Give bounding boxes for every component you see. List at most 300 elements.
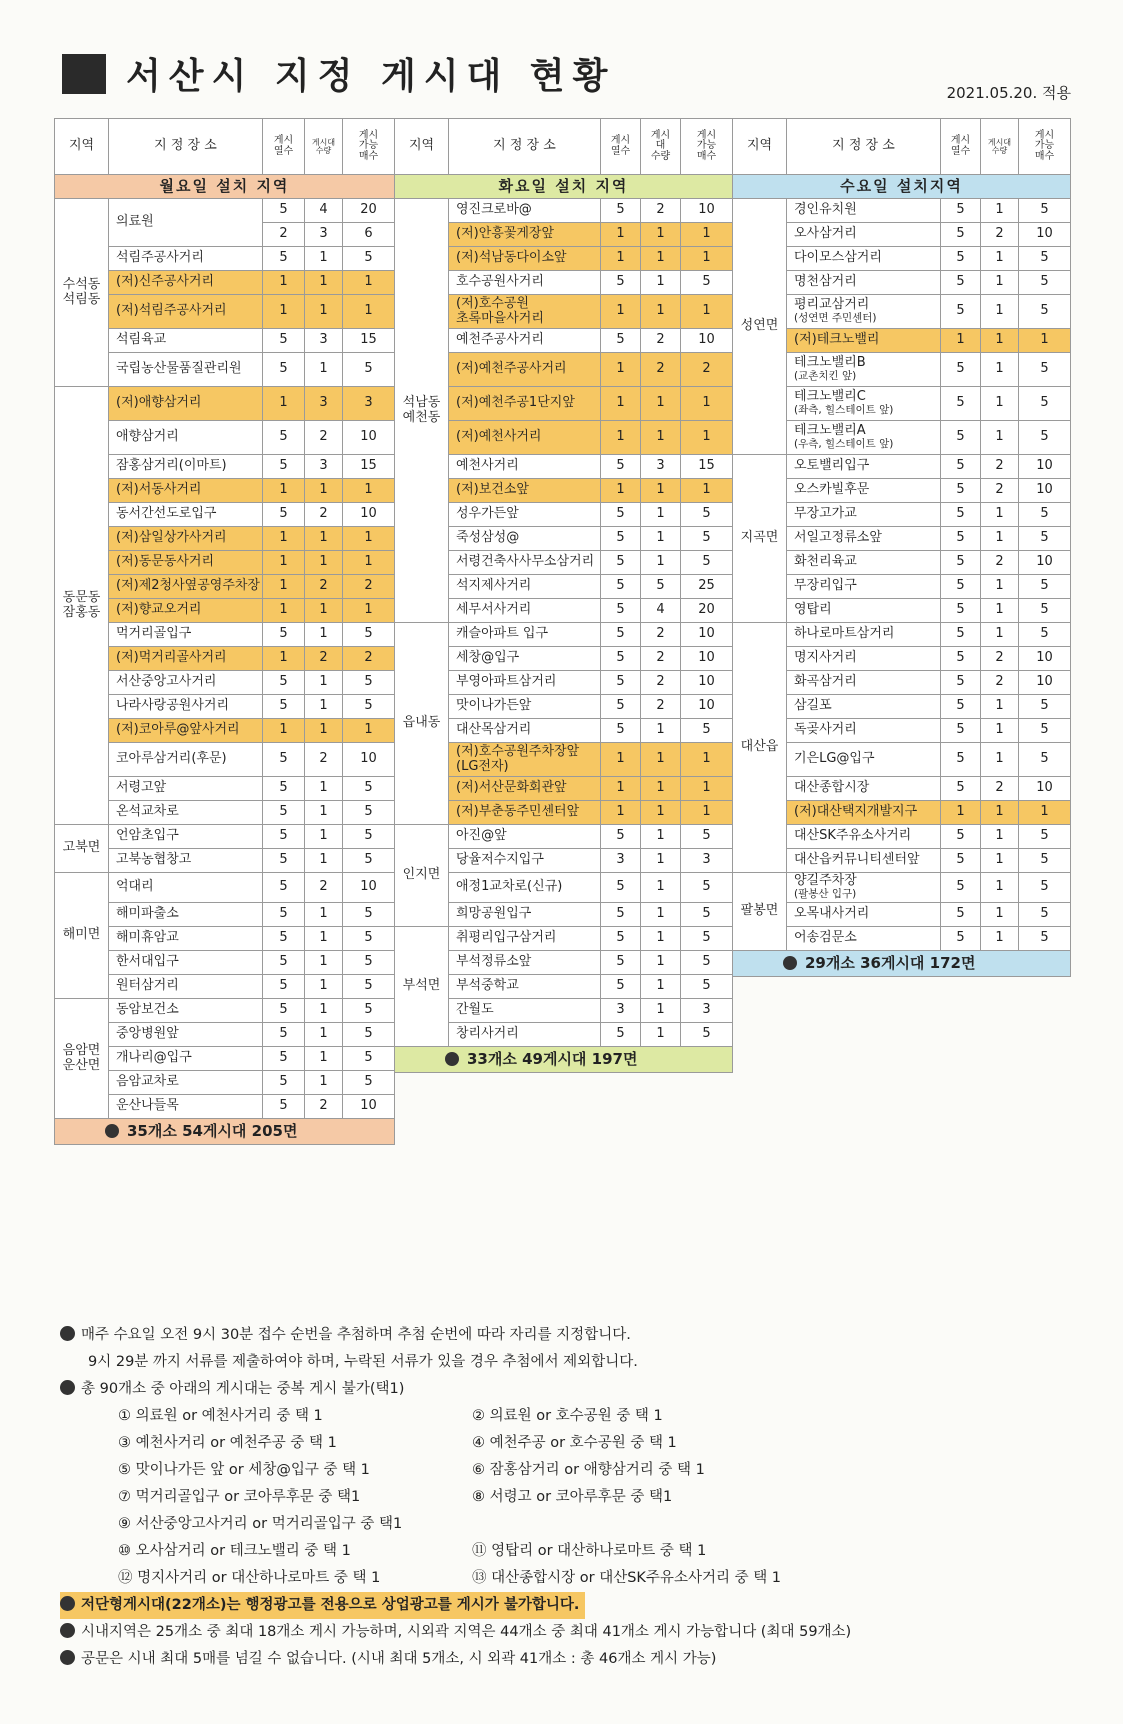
cell-cols: 1 <box>601 223 641 247</box>
place-line-1: 테크노밸리A <box>794 423 866 439</box>
cell-pages: 10 <box>681 329 733 353</box>
cell-cols: 5 <box>941 671 981 695</box>
cell-cols: 5 <box>601 455 641 479</box>
cell-qty: 1 <box>981 353 1019 387</box>
place-name: 삼길포 <box>787 695 941 719</box>
cell-pages: 5 <box>681 903 733 927</box>
cell-pages: 5 <box>1019 247 1071 271</box>
cell-cols: 1 <box>601 295 641 329</box>
cell-pages: 5 <box>1019 695 1071 719</box>
cell-cols: 1 <box>263 719 305 743</box>
place-name: 오스카빌후문 <box>787 479 941 503</box>
cell-pages: 5 <box>1019 527 1071 551</box>
bullet-icon <box>60 1650 75 1665</box>
place-name: 언암초입구 <box>109 825 263 849</box>
cell-cols: 5 <box>941 743 981 777</box>
cell-pages: 10 <box>343 743 395 777</box>
place-name: 영진크로바@ <box>449 199 601 223</box>
cell-cols: 5 <box>601 329 641 353</box>
place-name: 당율저수지입구 <box>449 849 601 873</box>
cell-pages: 5 <box>343 671 395 695</box>
cell-cols: 5 <box>263 873 305 903</box>
cell-pages: 10 <box>1019 777 1071 801</box>
place-name <box>787 295 941 329</box>
cell-qty: 1 <box>981 503 1019 527</box>
area-label: 지곡면 <box>733 455 787 623</box>
cell-pages: 10 <box>343 873 395 903</box>
cell-pages: 6 <box>343 223 395 247</box>
cell-qty: 1 <box>641 999 681 1023</box>
cell-qty: 3 <box>305 455 343 479</box>
cell-pages: 1 <box>343 551 395 575</box>
place-name: (저)코아루@앞사거리 <box>109 719 263 743</box>
cell-cols: 5 <box>263 671 305 695</box>
place-name: (저)서동사거리 <box>109 479 263 503</box>
cell-qty: 2 <box>305 873 343 903</box>
cell-qty: 1 <box>305 1047 343 1071</box>
cell-cols: 3 <box>601 999 641 1023</box>
cell-pages: 5 <box>1019 421 1071 455</box>
table-row <box>395 623 733 647</box>
bullet-icon <box>60 1326 75 1341</box>
table-row <box>733 455 1071 479</box>
cell-qty: 1 <box>305 849 343 873</box>
area-label: 석남동 예천동 <box>395 199 449 623</box>
cell-cols: 5 <box>941 927 981 951</box>
table-row <box>395 199 733 223</box>
cell-cols: 5 <box>601 927 641 951</box>
bullet-icon <box>105 1124 119 1138</box>
cell-qty: 2 <box>981 777 1019 801</box>
cell-cols: 5 <box>941 825 981 849</box>
cell-qty: 1 <box>305 695 343 719</box>
cell-qty: 1 <box>305 479 343 503</box>
cell-cols: 5 <box>601 271 641 295</box>
cell-qty: 1 <box>981 695 1019 719</box>
cell-cols: 5 <box>263 329 305 353</box>
header-cols: 게시 열수 <box>941 119 981 175</box>
cell-cols: 5 <box>263 951 305 975</box>
place-name: 코아루삼거리(후문) <box>109 743 263 777</box>
place-name <box>449 295 601 329</box>
place-name: 무장리입구 <box>787 575 941 599</box>
cell-cols: 5 <box>941 903 981 927</box>
cell-cols: 5 <box>601 527 641 551</box>
cell-cols: 5 <box>941 503 981 527</box>
cell-qty: 2 <box>305 647 343 671</box>
place-name <box>787 873 941 903</box>
header-area: 지역 <box>395 119 449 175</box>
cell-pages: 5 <box>1019 599 1071 623</box>
cell-pages: 1 <box>343 719 395 743</box>
cell-cols: 5 <box>263 903 305 927</box>
cell-qty: 1 <box>305 623 343 647</box>
cell-pages: 5 <box>681 951 733 975</box>
cell-cols: 5 <box>941 873 981 903</box>
cell-pages: 5 <box>1019 199 1071 223</box>
cell-pages: 20 <box>681 599 733 623</box>
cell-qty: 2 <box>641 671 681 695</box>
place-name: 오사삼거리 <box>787 223 941 247</box>
place-line-2: (좌측, 힐스테이트 앞) <box>794 403 894 416</box>
place-name: 대산읍커뮤니티센터앞 <box>787 849 941 873</box>
cell-cols: 1 <box>263 271 305 295</box>
place-name <box>787 421 941 455</box>
place-name: 음암교차로 <box>109 1071 263 1095</box>
cell-qty: 1 <box>981 271 1019 295</box>
cell-pages: 5 <box>343 975 395 999</box>
cell-pages: 5 <box>1019 719 1071 743</box>
cell-cols: 5 <box>263 623 305 647</box>
note-5: 공문은 시내 최대 5매를 넘길 수 없습니다. (시내 최대 5개소, 시 외곽 41개소 : 총 46개소 게시 가능) <box>60 1646 1080 1673</box>
header-cols: 게시 열수 <box>601 119 641 175</box>
cell-cols: 1 <box>601 387 641 421</box>
notes-block <box>60 1322 1080 1673</box>
cell-pages: 5 <box>681 873 733 903</box>
place-name: 애향삼거리 <box>109 421 263 455</box>
cell-pages: 5 <box>1019 873 1071 903</box>
place-name: 한서대입구 <box>109 951 263 975</box>
place-name: (저)예천사거리 <box>449 421 601 455</box>
area-label: 고북면 <box>55 825 109 873</box>
bullet-icon <box>60 1596 75 1611</box>
cell-qty: 2 <box>305 575 343 599</box>
cell-cols: 5 <box>263 1047 305 1071</box>
table-row <box>733 873 1071 903</box>
cell-pages: 5 <box>343 903 395 927</box>
place-name: 예천사거리 <box>449 455 601 479</box>
cell-cols: 5 <box>263 927 305 951</box>
cell-cols: 1 <box>601 353 641 387</box>
cell-qty: 1 <box>641 223 681 247</box>
header-qty: 게시대 수량 <box>305 119 343 175</box>
cell-pages: 1 <box>681 387 733 421</box>
cell-qty: 1 <box>981 387 1019 421</box>
area-label: 수석동 석림동 <box>55 199 109 387</box>
cell-qty: 1 <box>641 527 681 551</box>
cell-qty: 1 <box>981 329 1019 353</box>
place-name: 동서간선도로입구 <box>109 503 263 527</box>
place-name: (저)부춘동주민센터앞 <box>449 801 601 825</box>
cell-cols: 5 <box>263 777 305 801</box>
place-name: (저)예천주공사거리 <box>449 353 601 387</box>
cell-qty: 1 <box>305 1023 343 1047</box>
cell-qty: 2 <box>641 647 681 671</box>
table-row <box>55 825 395 849</box>
cell-qty: 1 <box>641 421 681 455</box>
area-label: 해미면 <box>55 873 109 999</box>
area-label: 팔봉면 <box>733 873 787 951</box>
monday-table <box>54 118 395 1145</box>
table-row <box>55 387 395 421</box>
cell-pages: 10 <box>1019 551 1071 575</box>
cell-cols: 5 <box>941 247 981 271</box>
place-name: 아진@앞 <box>449 825 601 849</box>
cell-pages: 1 <box>343 599 395 623</box>
header-area: 지역 <box>733 119 787 175</box>
cell-pages: 5 <box>1019 575 1071 599</box>
cell-cols: 5 <box>941 353 981 387</box>
cell-cols: 1 <box>263 295 305 329</box>
cell-cols: 1 <box>263 479 305 503</box>
cell-qty: 1 <box>641 975 681 999</box>
cell-pages: 2 <box>681 353 733 387</box>
cell-pages: 5 <box>343 999 395 1023</box>
cell-cols: 5 <box>263 975 305 999</box>
cell-qty: 1 <box>641 387 681 421</box>
exclusive-option: ⑪ 영탑리 or 대산하나로마트 중 택 1 <box>472 1543 707 1559</box>
place-name: (저)애향삼거리 <box>109 387 263 421</box>
place-name: 명지사거리 <box>787 647 941 671</box>
cell-qty: 1 <box>305 801 343 825</box>
cell-cols: 5 <box>601 825 641 849</box>
cell-qty: 1 <box>641 1023 681 1047</box>
place-name: (저)향교오거리 <box>109 599 263 623</box>
cell-qty: 2 <box>981 551 1019 575</box>
cell-qty: 3 <box>305 387 343 421</box>
cell-cols: 1 <box>941 801 981 825</box>
cell-qty: 1 <box>641 873 681 903</box>
cell-cols: 5 <box>941 695 981 719</box>
place-line-1: (저)호수공원 <box>456 295 529 311</box>
cell-qty: 1 <box>305 903 343 927</box>
cell-pages: 5 <box>1019 295 1071 329</box>
cell-qty: 1 <box>641 825 681 849</box>
cell-pages: 10 <box>681 647 733 671</box>
cell-qty: 2 <box>981 223 1019 247</box>
cell-cols: 5 <box>263 353 305 387</box>
bullet-icon <box>60 1380 75 1395</box>
cell-cols: 5 <box>263 695 305 719</box>
cell-pages: 1 <box>1019 329 1071 353</box>
bullet-icon <box>783 956 797 970</box>
place-name: 간월도 <box>449 999 601 1023</box>
place-name: (저)먹거리골사거리 <box>109 647 263 671</box>
cell-cols: 1 <box>601 479 641 503</box>
cell-cols: 5 <box>263 247 305 271</box>
area-label: 인지면 <box>395 825 449 927</box>
total-summary <box>55 1119 395 1145</box>
cell-cols: 5 <box>601 873 641 903</box>
place-name: 캐슬아파트 입구 <box>449 623 601 647</box>
place-name: (저)안흥꽃게장앞 <box>449 223 601 247</box>
cell-cols: 1 <box>263 599 305 623</box>
cell-qty: 3 <box>305 223 343 247</box>
cell-qty: 1 <box>305 671 343 695</box>
cell-pages: 1 <box>681 295 733 329</box>
cell-pages: 5 <box>681 719 733 743</box>
cell-pages: 25 <box>681 575 733 599</box>
cell-cols: 5 <box>941 575 981 599</box>
cell-pages: 5 <box>1019 503 1071 527</box>
cell-cols: 5 <box>263 999 305 1023</box>
place-name: 석림육교 <box>109 329 263 353</box>
cell-qty: 1 <box>981 527 1019 551</box>
cell-qty: 2 <box>981 479 1019 503</box>
table-row <box>395 825 733 849</box>
total-text: 33개소 49게시대 197면 <box>467 1050 638 1069</box>
cell-pages: 5 <box>343 353 395 387</box>
note-1b: 9시 29분 까지 서류를 제출하여야 하며, 누락된 서류가 있을 경우 추첨에서 제외합니다. <box>88 1354 638 1370</box>
cell-qty: 5 <box>641 575 681 599</box>
cell-cols: 5 <box>263 503 305 527</box>
cell-qty: 1 <box>305 825 343 849</box>
cell-cols: 5 <box>263 849 305 873</box>
bullet-icon <box>445 1052 459 1066</box>
cell-pages: 20 <box>343 199 395 223</box>
cell-cols: 1 <box>601 247 641 271</box>
place-name: (저)서산문화회관앞 <box>449 777 601 801</box>
cell-cols: 5 <box>263 801 305 825</box>
place-name: 대산목삼거리 <box>449 719 601 743</box>
place-name: 의료원 <box>109 199 263 247</box>
cell-cols: 5 <box>601 551 641 575</box>
exclusive-option: ⑥ 잠홍삼거리 or 애향삼거리 중 택 1 <box>472 1462 705 1478</box>
exclusive-option: ⑫ 명지사거리 or 대산하나로마트 중 택 1 <box>118 1570 381 1586</box>
cell-qty: 1 <box>305 999 343 1023</box>
note-2: 총 90개소 중 아래의 게시대는 중복 게시 불가(택1) <box>60 1376 1080 1403</box>
cell-cols: 1 <box>263 527 305 551</box>
place-name: 중앙병원앞 <box>109 1023 263 1047</box>
cell-cols: 5 <box>601 951 641 975</box>
cell-pages: 5 <box>343 247 395 271</box>
wednesday-table <box>732 118 1071 977</box>
cell-pages: 15 <box>343 329 395 353</box>
exclusive-option: ② 의료원 or 호수공원 중 택 1 <box>472 1408 663 1424</box>
cell-cols: 5 <box>263 199 305 223</box>
cell-pages: 10 <box>1019 455 1071 479</box>
place-name: 오목내사거리 <box>787 903 941 927</box>
place-name: (저)보건소앞 <box>449 479 601 503</box>
place-line-1: 양길주차장 <box>794 873 857 889</box>
cell-qty: 1 <box>981 873 1019 903</box>
place-name: 해미파출소 <box>109 903 263 927</box>
cell-cols: 5 <box>941 387 981 421</box>
area-label: 읍내동 <box>395 623 449 825</box>
place-name: 명천삼거리 <box>787 271 941 295</box>
cell-pages: 10 <box>1019 223 1071 247</box>
cell-qty: 1 <box>641 849 681 873</box>
page-title: 서산시 지정 게시대 현황 <box>126 56 616 97</box>
table-row <box>55 199 395 223</box>
cell-pages: 10 <box>681 199 733 223</box>
cell-qty: 2 <box>305 743 343 777</box>
cell-cols: 5 <box>601 647 641 671</box>
cell-pages: 5 <box>681 825 733 849</box>
place-name: 예천주공사거리 <box>449 329 601 353</box>
place-name: (저)대산택지개발지구 <box>787 801 941 825</box>
place-name: 화곡삼거리 <box>787 671 941 695</box>
cell-pages: 2 <box>343 647 395 671</box>
cell-pages: 10 <box>1019 671 1071 695</box>
cell-qty: 2 <box>641 353 681 387</box>
cell-qty: 2 <box>305 1095 343 1119</box>
place-name: 영탑리 <box>787 599 941 623</box>
cell-pages: 10 <box>681 623 733 647</box>
exclusive-option: ⑬ 대산종합시장 or 대산SK주유소사거리 중 택 1 <box>472 1570 782 1586</box>
section-monday: 월요일 설치 지역 <box>55 175 395 199</box>
cell-pages: 10 <box>343 503 395 527</box>
cell-pages: 5 <box>681 975 733 999</box>
place-line-2: 초록마을사거리 <box>456 310 544 326</box>
cell-pages: 5 <box>681 503 733 527</box>
cell-qty: 1 <box>641 951 681 975</box>
cell-qty: 1 <box>981 247 1019 271</box>
cell-cols: 5 <box>263 1023 305 1047</box>
cell-cols: 5 <box>941 527 981 551</box>
exclusive-option: ⑨ 서산중앙고사거리 or 먹거리골입구 중 택1 <box>118 1516 403 1532</box>
place-name: 서령고앞 <box>109 777 263 801</box>
cell-qty: 1 <box>305 777 343 801</box>
place-name: 석지제사거리 <box>449 575 601 599</box>
place-name: 원터삼거리 <box>109 975 263 999</box>
cell-cols: 5 <box>941 223 981 247</box>
cell-pages: 5 <box>343 623 395 647</box>
cell-pages: 15 <box>343 455 395 479</box>
place-name: (저)예천주공1단지앞 <box>449 387 601 421</box>
place-name: 화천리육교 <box>787 551 941 575</box>
effective-date: 2021.05.20. 적용 <box>946 84 1071 102</box>
place-name: 부석중학교 <box>449 975 601 999</box>
cell-pages: 5 <box>343 951 395 975</box>
place-name: 서일고정류소앞 <box>787 527 941 551</box>
cell-cols: 5 <box>941 421 981 455</box>
cell-pages: 5 <box>681 271 733 295</box>
cell-qty: 1 <box>641 903 681 927</box>
cell-qty: 2 <box>641 623 681 647</box>
place-line-2: (우측, 힐스테이트 앞) <box>794 437 894 450</box>
cell-qty: 4 <box>305 199 343 223</box>
cell-qty: 1 <box>981 623 1019 647</box>
cell-pages: 1 <box>681 777 733 801</box>
cell-pages: 5 <box>343 1047 395 1071</box>
cell-pages: 3 <box>681 849 733 873</box>
cell-qty: 1 <box>981 743 1019 777</box>
cell-pages: 15 <box>681 455 733 479</box>
cell-cols: 5 <box>601 623 641 647</box>
cell-cols: 5 <box>941 551 981 575</box>
cell-cols: 5 <box>941 647 981 671</box>
place-name: 잠홍삼거리(이마트) <box>109 455 263 479</box>
cell-pages: 2 <box>343 575 395 599</box>
cell-pages: 5 <box>681 1023 733 1047</box>
place-name: 억대리 <box>109 873 263 903</box>
cell-pages: 5 <box>1019 927 1071 951</box>
place-name: 취평리입구삼거리 <box>449 927 601 951</box>
place-name: 세무서사거리 <box>449 599 601 623</box>
cell-cols: 5 <box>941 599 981 623</box>
cell-pages: 1 <box>681 421 733 455</box>
total-text: 29개소 36게시대 172면 <box>805 954 976 973</box>
cell-qty: 1 <box>641 247 681 271</box>
cell-pages: 5 <box>1019 849 1071 873</box>
cell-cols: 5 <box>601 599 641 623</box>
cell-qty: 2 <box>641 695 681 719</box>
place-name: 하나로마트삼거리 <box>787 623 941 647</box>
place-name <box>449 743 601 777</box>
cell-cols: 5 <box>601 1023 641 1047</box>
cell-pages: 5 <box>343 801 395 825</box>
cell-qty: 1 <box>981 599 1019 623</box>
place-name: 죽성삼성@ <box>449 527 601 551</box>
cell-qty: 1 <box>305 975 343 999</box>
cell-qty: 1 <box>641 295 681 329</box>
cell-qty: 1 <box>305 599 343 623</box>
area-label: 부석면 <box>395 927 449 1047</box>
place-line-2: (팔봉산 입구) <box>794 887 857 900</box>
cell-pages: 5 <box>343 695 395 719</box>
cell-pages: 10 <box>343 421 395 455</box>
